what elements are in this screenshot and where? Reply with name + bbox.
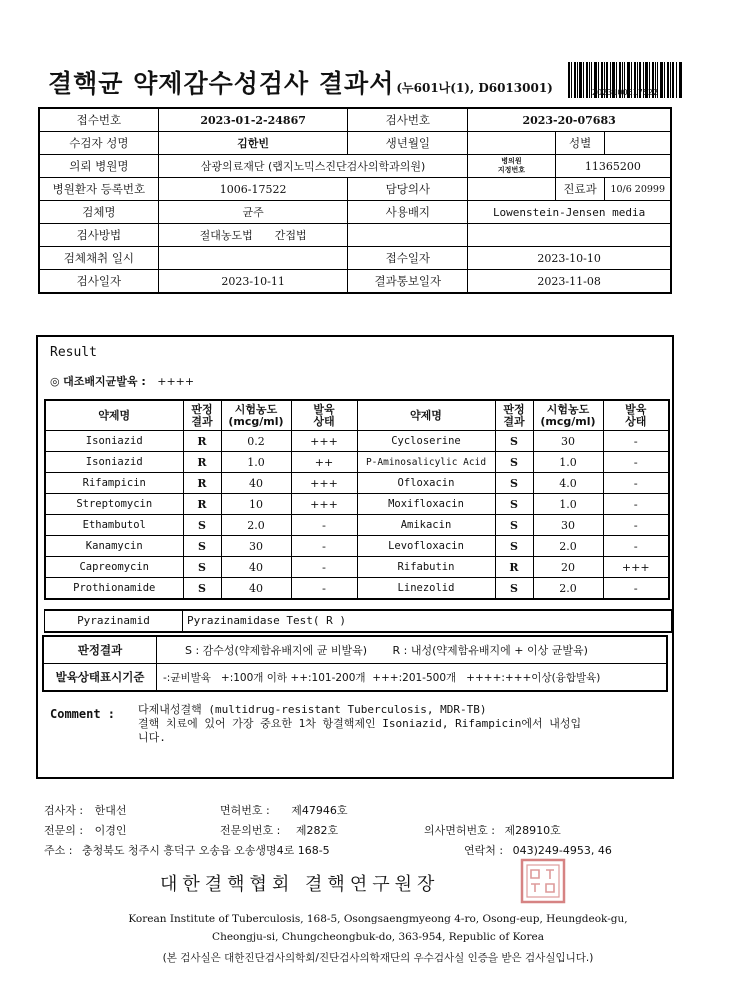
drug-result: S [183, 578, 221, 600]
birth-label: 생년월일 [348, 132, 468, 155]
drug-conc: 40 [221, 578, 291, 600]
drug-conc: 2.0 [533, 578, 603, 600]
drug-conc: 4.0 [533, 473, 603, 494]
col-conc-line: 시험농도 [234, 402, 278, 416]
drug-name: Prothionamide [45, 578, 183, 600]
drug-conc: 2.0 [533, 536, 603, 557]
drug-growth: - [603, 578, 669, 600]
drug-result: R [183, 494, 221, 515]
drug-result: S [495, 452, 533, 473]
table-row [45, 515, 669, 536]
result-title: Result [50, 345, 97, 360]
address-label: 주소 : [44, 844, 73, 857]
patient-reg-value: 1006-17522 [158, 178, 348, 201]
drug-result: S [183, 536, 221, 557]
drug-name: Isoniazid [45, 431, 183, 452]
col-result-line: 판정 [191, 402, 213, 416]
report-form-code: (누601나(1), D6013001) [396, 81, 553, 95]
drug-conc: 30 [533, 515, 603, 536]
info-row [39, 155, 671, 178]
specialist-no-line [220, 822, 338, 838]
patient-name-label: 수검자 성명 [39, 132, 158, 155]
method-label: 검사방법 [39, 224, 158, 247]
comment-line: 니다. [138, 731, 166, 744]
drug-name: Levofloxacin [357, 536, 495, 557]
test-no-value: 2023-20-07683 [468, 108, 671, 132]
table-row [45, 473, 669, 494]
col-conc-line: 시험농도 [546, 402, 590, 416]
drug-name: Rifampicin [45, 473, 183, 494]
hospital-value: 삼광의료재단 (랩지노믹스진단검사의학과의원) [158, 155, 467, 178]
drug-result: S [495, 473, 533, 494]
drug-conc: 0.2 [221, 431, 291, 452]
drug-growth: - [291, 578, 357, 600]
drug-conc: 1.0 [533, 494, 603, 515]
col-conc-line: (mcg/ml) [228, 414, 284, 428]
medium-label: 사용배지 [348, 201, 468, 224]
method-value [158, 224, 348, 247]
method-2: 간접법 [274, 229, 307, 242]
contact-line [464, 842, 612, 858]
drug-growth: +++ [291, 494, 357, 515]
contact-value: 043)249-4953, 46 [512, 844, 612, 857]
license-value: 제47946호 [291, 804, 348, 817]
drug-result: S [495, 431, 533, 452]
drug-conc: 10 [221, 494, 291, 515]
comment-line: 결핵 치료에 있어 가장 중요한 1차 항결핵제인 Isoniazid, Rifampicin에서 내성입 [138, 717, 582, 730]
organization-name: 대한결핵협회 결핵연구원장 [160, 874, 440, 895]
info-row [39, 270, 671, 294]
comment-text [138, 703, 658, 745]
result-section [36, 335, 674, 779]
test-date-value: 2023-10-11 [158, 270, 348, 294]
legend-judgement-label: 판정결과 [43, 636, 157, 664]
hospital-label: 의뢰 병원명 [39, 155, 158, 178]
info-row [39, 247, 671, 270]
drug-result: S [495, 578, 533, 600]
col-conc-line: (mcg/ml) [540, 414, 596, 428]
specialist-no-label: 전문의번호 : [220, 824, 281, 837]
english-address-1: Korean Institute of Tuberculosis, 168-5, Osongsaengmyeong 4-ro, Osong-eup, Heungdeok-gu, [128, 913, 628, 925]
control-growth [50, 373, 194, 389]
col-growth-line: 상태 [313, 414, 335, 428]
legend-s: S : 감수성(약제함유배지에 균 비발육) [185, 644, 368, 657]
comment-label: Comment : [50, 707, 116, 721]
drug-name: Cycloserine [357, 431, 495, 452]
table-row [45, 557, 669, 578]
info-row [39, 132, 671, 155]
drug-growth: - [291, 536, 357, 557]
receipt-no-label: 접수번호 [39, 108, 158, 132]
drug-growth: ++ [291, 452, 357, 473]
certification-note: (본 검사실은 대한진단검사의학회/진단검사의학재단의 우수검사실 인증을 받은 검사실입니다.) [162, 952, 594, 964]
doctor-license-label: 의사면허번호 : [424, 824, 495, 837]
col-result [183, 400, 221, 431]
drug-result: S [183, 557, 221, 578]
drug-result: R [495, 557, 533, 578]
legend-growth-label: 발육상태표시기준 [43, 664, 157, 692]
legend-row [43, 664, 667, 692]
doctor-label: 담당의사 [348, 178, 468, 201]
license-label: 면허번호 : [220, 804, 270, 817]
patient-name-value: 김한빈 [158, 132, 348, 155]
drug-result: S [495, 494, 533, 515]
info-row [39, 201, 671, 224]
table-row [45, 431, 669, 452]
sex-value [605, 132, 671, 155]
legend-judgement-text [157, 636, 668, 664]
medium-value: Lowenstein-Jensen media [468, 201, 671, 224]
specialist-no-value: 제282호 [295, 824, 339, 837]
legend-growth-text: -:균비발육 +:100개 이하 ++:101-200개 +++:201-500개 ++++:+++이상(융합발육) [157, 664, 668, 692]
drug-name: Streptomycin [45, 494, 183, 515]
address-line [44, 842, 330, 858]
col-growth-line: 발육 [313, 402, 335, 416]
tester-value: 한대선 [94, 804, 127, 817]
col-conc [221, 400, 291, 431]
license-line [220, 802, 347, 818]
drug-conc: 40 [221, 473, 291, 494]
receipt-no-value: 2023-01-2-24867 [158, 108, 348, 132]
table-header-row [45, 400, 669, 431]
hospital-reg-label-line: 지정번호 [497, 166, 525, 174]
col-growth-line: 상태 [625, 414, 647, 428]
drug-name: Linezolid [357, 578, 495, 600]
sex-label: 성별 [555, 132, 605, 155]
drug-result: S [183, 515, 221, 536]
drug-result: S [495, 515, 533, 536]
specimen-label: 검체명 [39, 201, 158, 224]
drug-conc: 40 [221, 557, 291, 578]
doctor-license-value: 제28910호 [504, 824, 561, 837]
col-drug: 약제명 [357, 400, 495, 431]
drug-name: Moxifloxacin [357, 494, 495, 515]
legend-r: R : 내성(약제함유배지에 + 이상 균발육) [392, 644, 588, 657]
col-result-line: 판정 [503, 402, 525, 416]
barcode-number: 2023100617522 [591, 88, 659, 97]
col-growth-line: 발육 [625, 402, 647, 416]
drug-conc: 1.0 [221, 452, 291, 473]
col-result-line: 결과 [503, 414, 525, 428]
target-icon: ◎ [50, 375, 60, 388]
empty-cell [468, 224, 671, 247]
specialist-line [44, 822, 126, 838]
specimen-value: 균주 [158, 201, 348, 224]
empty-cell [348, 224, 468, 247]
doctor-value [468, 178, 555, 201]
drug-result: R [183, 452, 221, 473]
report-date-value: 2023-11-08 [468, 270, 671, 294]
drug-conc: 30 [221, 536, 291, 557]
susceptibility-table [44, 399, 670, 600]
drug-result: S [495, 536, 533, 557]
drug-name: P-Aminosalicylic Acid [357, 452, 495, 473]
receive-date-label: 접수일자 [348, 247, 468, 270]
patient-reg-label: 병원환자 등록번호 [39, 178, 158, 201]
drug-growth: - [291, 557, 357, 578]
table-row [45, 578, 669, 600]
drug-conc: 20 [533, 557, 603, 578]
collect-date-label: 검체채취 일시 [39, 247, 158, 270]
dept-label: 진료과 [555, 178, 605, 201]
info-row [39, 178, 671, 201]
test-date-label: 검사일자 [39, 270, 158, 294]
drug-name: Isoniazid [45, 452, 183, 473]
dept-value: 10/6 20999 [605, 178, 671, 201]
table-row [45, 494, 669, 515]
control-growth-label: 대조배지균발육 : [63, 375, 146, 388]
hospital-reg-value: 11365200 [555, 155, 671, 178]
col-result-line: 결과 [191, 414, 213, 428]
col-result [495, 400, 533, 431]
patient-info-table [38, 107, 672, 294]
receive-date-value: 2023-10-10 [468, 247, 671, 270]
col-drug: 약제명 [45, 400, 183, 431]
tester-label: 검사자 : [44, 804, 84, 817]
drug-name: Ofloxacin [357, 473, 495, 494]
birth-value [468, 132, 555, 155]
legend-table [42, 635, 668, 692]
tester-line [44, 802, 126, 818]
drug-growth: - [291, 515, 357, 536]
drug-growth: +++ [291, 431, 357, 452]
drug-name: Rifabutin [357, 557, 495, 578]
method-1: 절대농도법 [199, 229, 253, 242]
col-conc [533, 400, 603, 431]
drug-result: R [183, 473, 221, 494]
specialist-label: 전문의 : [44, 824, 84, 837]
info-row [39, 224, 671, 247]
col-growth [603, 400, 669, 431]
pyrazinamide-value: Pyrazinamidase Test( R ) [187, 614, 346, 627]
col-growth [291, 400, 357, 431]
report-title [48, 64, 568, 104]
report-date-label: 결과통보일자 [348, 270, 468, 294]
drug-growth: +++ [291, 473, 357, 494]
contact-label: 연락처 : [464, 844, 504, 857]
control-growth-value: ++++ [157, 375, 195, 388]
drug-name: Kanamycin [45, 536, 183, 557]
info-row [39, 108, 671, 132]
english-address-2: Cheongju-si, Chungcheongbuk-do, 363-954, Republic of Korea [212, 931, 544, 943]
legend-row [43, 636, 667, 664]
drug-growth: - [603, 515, 669, 536]
hospital-reg-label [468, 155, 555, 178]
drug-growth: - [603, 473, 669, 494]
doctor-license-line [424, 822, 561, 838]
drug-growth: - [603, 536, 669, 557]
comment-line: 다제내성결핵 (multidrug-resistant Tuberculosis, MDR-TB) [138, 703, 487, 716]
hospital-reg-label-line: 병의원 [501, 157, 522, 165]
collect-date-value [158, 247, 348, 270]
table-row [45, 452, 669, 473]
drug-conc: 30 [533, 431, 603, 452]
drug-conc: 1.0 [533, 452, 603, 473]
drug-growth: - [603, 431, 669, 452]
specialist-value: 이경인 [94, 824, 127, 837]
drug-growth: - [603, 452, 669, 473]
official-seal-icon [520, 858, 566, 904]
report-title-main: 결핵균 약제감수성검사 결과서 [48, 69, 395, 98]
table-row [45, 536, 669, 557]
drug-growth: - [603, 494, 669, 515]
drug-name: Ethambutol [45, 515, 183, 536]
pyrazinamide-row [44, 609, 672, 633]
address-value: 충청북도 청주시 흥덕구 오송읍 오송생명4로 168-5 [81, 844, 330, 857]
drug-name: Capreomycin [45, 557, 183, 578]
drug-growth: +++ [603, 557, 669, 578]
drug-name: Amikacin [357, 515, 495, 536]
test-no-label: 검사번호 [348, 108, 468, 132]
drug-result: R [183, 431, 221, 452]
drug-conc: 2.0 [221, 515, 291, 536]
pyrazinamide-label: Pyrazinamid [45, 611, 183, 631]
